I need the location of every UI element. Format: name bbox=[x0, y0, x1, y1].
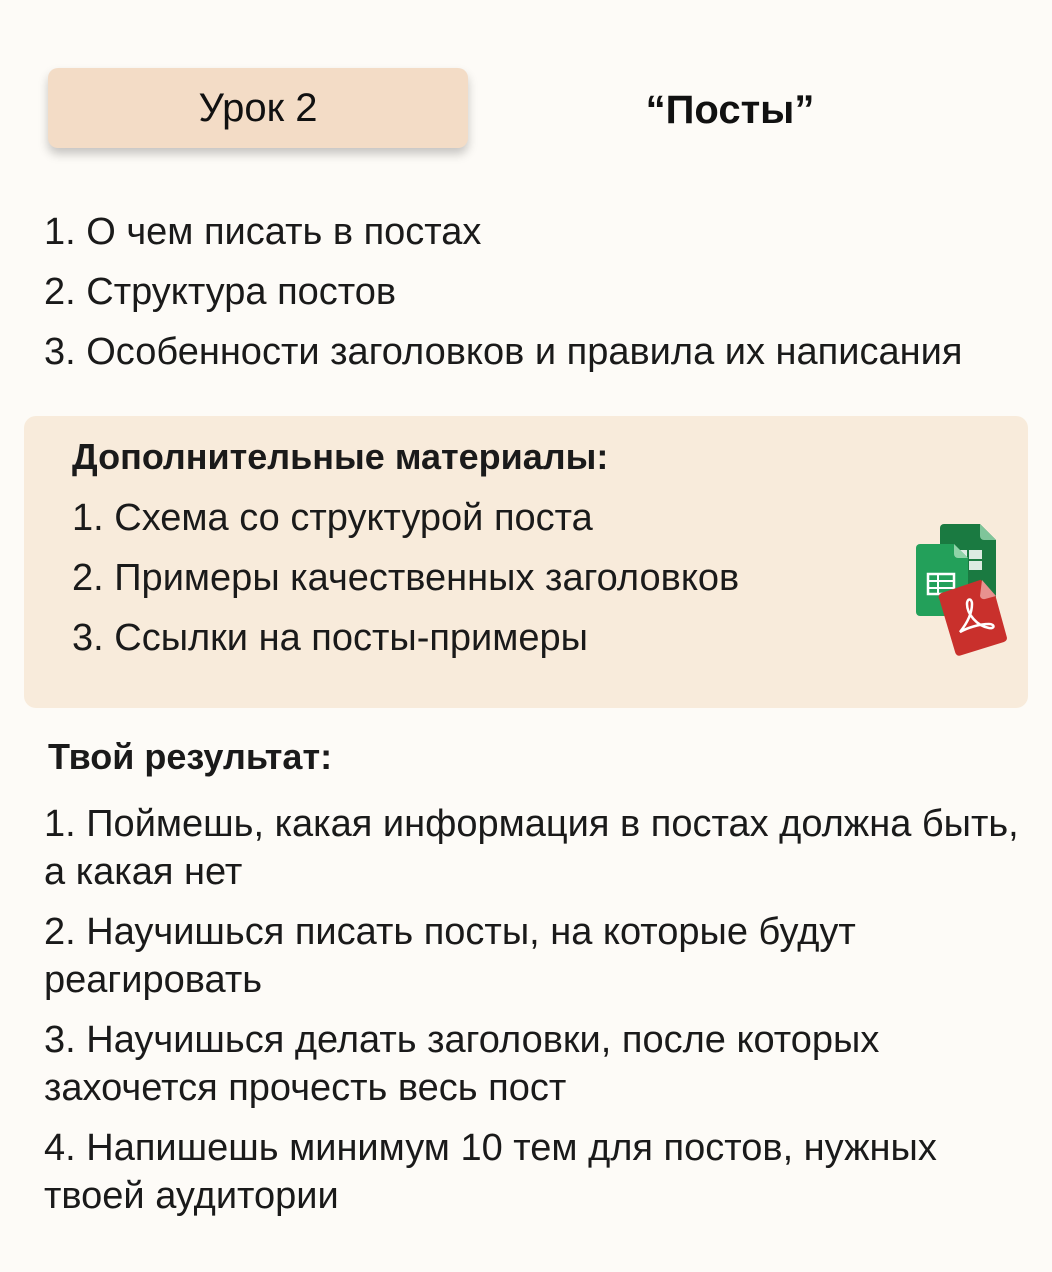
list-item: 1. Схема со структурой поста bbox=[72, 497, 593, 539]
result-title: Твой результат: bbox=[48, 736, 333, 777]
list-item: 2. Научишься писать посты, на которые будут реагировать bbox=[44, 911, 856, 1001]
list-item: 1. О чем писать в постах bbox=[44, 211, 482, 253]
materials-list bbox=[72, 488, 739, 668]
topics-list bbox=[44, 202, 962, 382]
materials-panel bbox=[24, 416, 1028, 708]
list-item: 4. Напишешь минимум 10 тем для постов, нужных твоей аудитории bbox=[44, 1127, 937, 1217]
lesson-label: Урок 2 bbox=[198, 85, 318, 130]
results-list bbox=[44, 800, 1024, 1232]
list-item: 3. Научишься делать заголовки, после которых захочется прочесть весь пост bbox=[44, 1019, 880, 1109]
lesson-title: “Посты” bbox=[645, 88, 815, 132]
lesson-badge bbox=[48, 68, 468, 148]
list-item: 3. Особенности заголовков и правила их написания bbox=[44, 331, 963, 373]
materials-title: Дополнительные материалы: bbox=[72, 436, 609, 477]
list-item: 2. Примеры качественных заголовков bbox=[72, 557, 740, 599]
file-icons bbox=[914, 516, 1034, 666]
list-item: 2. Структура постов bbox=[44, 271, 397, 313]
list-item: 1. Поймешь, какая информация в постах должна быть, а какая нет bbox=[44, 803, 1019, 893]
list-item: 3. Ссылки на посты-примеры bbox=[72, 617, 588, 659]
